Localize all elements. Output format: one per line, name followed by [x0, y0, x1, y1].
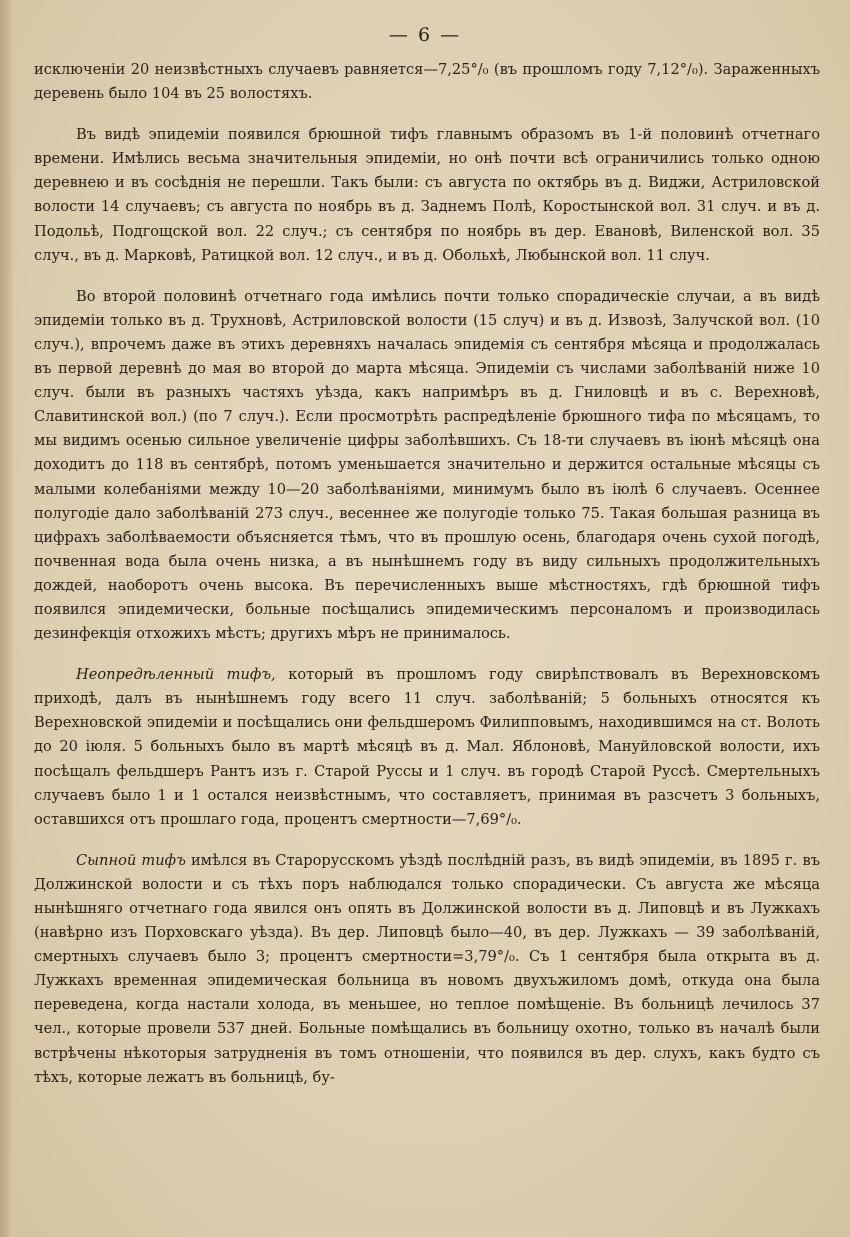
paragraph-4-lead: Неопредѣленный тифъ,	[76, 666, 276, 684]
paragraph-5-text: имѣлся въ Старорусскомъ уѣздѣ послѣднiй разъ, въ видѣ эпидемiи, въ 1895 г. въ Должинской волости и съ тѣхъ поръ наблюдался только спорадически. Съ августа же мѣсяца нынѣшняго отчетнаго года явился онъ опять въ Должинской волости въ д. Липовцѣ и въ Лужкахъ (навѣрно изъ Порховскаго уѣзда). Въ дер. Липовцѣ было—40, въ дер. Лужкахъ — 39 заболѣванiй, смертныхъ случаевъ было 3; процентъ смертности=3,79°/₀. Съ 1 сентября была открыта въ д. Лужкахъ временная эпидемическая больница въ новомъ двухъжиломъ домѣ, откуда она была переведена, когда настали холода, въ меньшее, но теплое помѣщенiе. Въ больницѣ лечилось 37 чел., которые провели 537 дней. Больные помѣщались въ больницу охотно, только въ началѣ были встрѣчены нѣкоторыя затрудненiя въ томъ отношенiи, что появился въ дер. слухъ, какъ будто съ тѣхъ, которые лежатъ въ больницѣ, бу-	[34, 851, 820, 1086]
paragraph-4-text: который въ прошломъ году свирѣпствовалъ въ Верехновскомъ приходѣ, далъ въ нынѣшнемъ году всего 11 случ. заболѣванiй; 5 больныхъ относятся къ Верехновской эпидемiи и посѣщались они фельдшеромъ Филипповымъ, находившимся на ст. Волоть до 20 iюля. 5 больныхъ было въ мартѣ мѣсяцѣ въ д. Мал. Яблоновѣ, Мануйловской волости, ихъ посѣщалъ фельдшеръ Рантъ изъ г. Старой Руссы и 1 случ. въ городѣ Старой Руссѣ. Смертельныхъ случаевъ было 1 и 1 остался неизвѣстнымъ, что составляетъ, принимая въ разсчетъ 3 больныхъ, оставшихся отъ прошлаго года, процентъ смертности—7,69°/₀.	[34, 666, 820, 828]
body-text	[34, 58, 820, 1107]
paragraph-4	[34, 663, 820, 832]
paragraph-3: Во второй половинѣ отчетнаго года имѣлись почти только спорадическiе случаи, а въ видѣ эпидемiи только въ д. Труxновѣ, Астриловской волости (15 случ) и въ д. Извозѣ, Залучской вол. (10 случ.), впрочемъ даже въ этихъ деревняхъ началась эпидемiя съ сентября мѣсяца и продолжалась въ первой деревнѣ до мая во второй до марта мѣсяца. Эпидемiи съ числами заболѣванiй ниже 10 случ. были въ разныхъ частяхъ уѣзда, какъ напримѣръ въ д. Гниловцѣ и въ с. Верехновѣ, Славитинской вол.) (по 7 случ.). Если просмотрѣть распредѣленiе брюшного тифа по мѣсяцамъ, то мы видимъ осенью сильное увеличенiе цифры заболѣвшихъ. Съ 18-ти случаевъ въ iюнѣ мѣсяцѣ она доходитъ до 118 въ сентябрѣ, потомъ уменьшается значительно и держится остальные мѣсяцы съ малыми колебанiями между 10—20 заболѣванiями, минимумъ было въ iюлѣ 6 случаевъ. Осеннее полугодiе дало заболѣванiй 273 случ., весеннее же полугодiе только 75. Такая большая разница въ цифрахъ заболѣваемости объясняется тѣмъ, что въ прошлую осень, благодаря очень сухой погодѣ, почвенная вода была очень низка, а въ нынѣшнемъ году въ виду сильныхъ продолжительныхъ дождей, наоборотъ очень высока. Въ перечисленныхъ выше мѣстностяхъ, гдѣ брюшной тифъ появился эпидемически, больные посѣщались эпидемическимъ персоналомъ и производилась дезинфекцiя отхожихъ мѣстъ; другихъ мѣръ не принималось.	[34, 287, 820, 643]
paragraph-5	[34, 849, 820, 1090]
page-number: — 6 —	[388, 24, 462, 46]
paragraph-2: Въ видѣ эпидемiи появился брюшной тифъ главнымъ образомъ въ 1-й половинѣ отчетнаго времени. Имѣлись весьма значительныя эпидемiи, но онѣ почти всѣ ограничились только одною деревнею и въ сосѣднiя не перешли. Такъ были: съ августа по октябрь въ д. Виджи, Астриловской волости 14 случаевъ; съ августа по ноябрь въ д. Заднемъ Полѣ, Коростынской вол. 31 случ. и въ д. Подольѣ, Подгощской вол. 22 случ.; съ сентября по ноябрь въ дер. Евановѣ, Виленской вол. 35 случ., въ д. Марковѣ, Ратицкой вол. 12 случ., и въ д. Обольхѣ, Любынской вол. 11 случ.	[34, 126, 820, 264]
paragraph-5-lead: Сыпной тифъ	[76, 851, 186, 869]
paragraph-1: исключенiи 20 неизвѣстныхъ случаевъ равняется—7,25°/₀ (въ прошломъ году 7,12°/₀). Зараженныхъ деревень было 104 въ 25 волостяхъ.	[34, 61, 820, 103]
